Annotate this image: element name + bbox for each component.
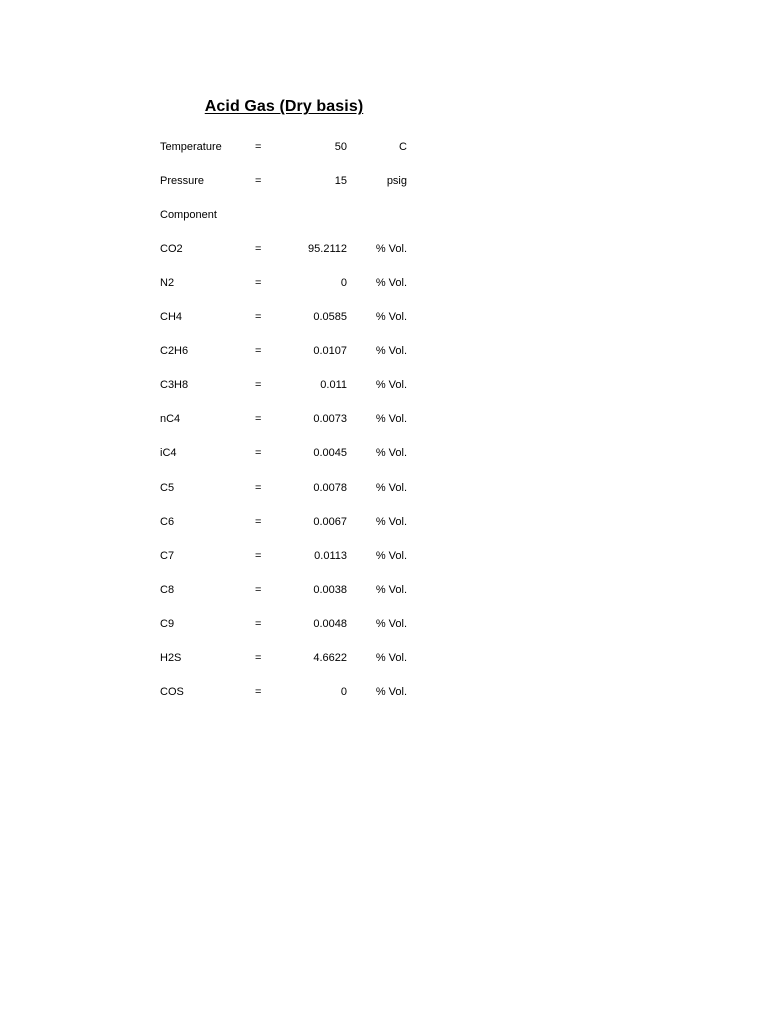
row-value: 15 — [334, 175, 347, 187]
component-unit: % Vol. — [375, 686, 407, 698]
component-name: CO2 — [160, 243, 183, 255]
component-unit: % Vol. — [375, 311, 407, 323]
component-name: C9 — [160, 618, 175, 630]
component-row-c7 — [0, 546, 768, 566]
equals-sign: = — [255, 550, 262, 562]
equals-sign: = — [255, 379, 262, 391]
component-header: Component — [160, 209, 217, 221]
component-row-h2s — [0, 648, 768, 668]
component-name: H2S — [160, 652, 182, 664]
component-name: C8 — [160, 584, 175, 596]
component-value: 0.0048 — [313, 618, 347, 630]
component-row-n2 — [0, 273, 768, 293]
row-unit: psig — [386, 175, 407, 187]
component-name: CH4 — [160, 311, 183, 323]
equals-sign: = — [255, 482, 262, 494]
equals-sign: = — [255, 345, 262, 357]
component-unit: % Vol. — [375, 516, 407, 528]
component-row-c6 — [0, 512, 768, 532]
component-unit: % Vol. — [375, 550, 407, 562]
component-unit: % Vol. — [375, 652, 407, 664]
component-name: C2H6 — [160, 345, 189, 357]
component-unit: % Vol. — [375, 447, 407, 459]
component-value: 0.0585 — [313, 311, 347, 323]
component-unit: % Vol. — [375, 584, 407, 596]
equals-sign: = — [255, 243, 262, 255]
component-unit: % Vol. — [375, 277, 407, 289]
component-value: 0.0113 — [314, 550, 347, 562]
row-unit: C — [399, 141, 407, 153]
component-name: iC4 — [160, 447, 177, 459]
component-value: 0.011 — [320, 379, 347, 391]
component-value: 95.2112 — [308, 243, 347, 255]
component-value: 0.0045 — [313, 447, 347, 459]
component-name: nC4 — [160, 413, 181, 425]
component-row-c9 — [0, 614, 768, 634]
component-row-c3h8 — [0, 375, 768, 395]
row-value: 50 — [334, 141, 347, 153]
equals-sign: = — [255, 141, 262, 153]
equals-sign: = — [255, 175, 262, 187]
component-row-cos — [0, 682, 768, 702]
component-value: 0.0073 — [313, 413, 347, 425]
condition-row-temperature — [0, 137, 768, 157]
component-value: 0.0107 — [313, 345, 347, 357]
component-unit: % Vol. — [375, 482, 407, 494]
equals-sign: = — [255, 277, 262, 289]
equals-sign: = — [255, 652, 262, 664]
component-header-row — [0, 205, 768, 225]
equals-sign: = — [255, 413, 262, 425]
component-name: C5 — [160, 482, 175, 494]
component-value: 0.0067 — [313, 516, 347, 528]
component-row-co2 — [0, 239, 768, 259]
row-label: Pressure — [160, 175, 205, 187]
component-row-ic4 — [0, 443, 768, 463]
equals-sign: = — [255, 447, 262, 459]
component-value: 0.0078 — [313, 482, 347, 494]
component-name: C6 — [160, 516, 175, 528]
equals-sign: = — [255, 584, 262, 596]
component-unit: % Vol. — [375, 618, 407, 630]
component-name: C7 — [160, 550, 175, 562]
component-row-ch4 — [0, 307, 768, 327]
component-name: COS — [160, 686, 184, 698]
component-row-nc4 — [0, 409, 768, 429]
component-value: 0.0038 — [313, 584, 347, 596]
component-name: C3H8 — [160, 379, 189, 391]
page-title: Acid Gas (Dry basis) — [204, 98, 364, 115]
component-row-c8 — [0, 580, 768, 600]
equals-sign: = — [255, 618, 262, 630]
equals-sign: = — [255, 311, 262, 323]
equals-sign: = — [255, 516, 262, 528]
component-name: N2 — [160, 277, 175, 289]
condition-row-pressure — [0, 171, 768, 191]
component-row-c2h6 — [0, 341, 768, 361]
component-unit: % Vol. — [375, 243, 407, 255]
component-row-c5 — [0, 478, 768, 498]
component-value: 0 — [340, 277, 347, 289]
equals-sign: = — [255, 686, 262, 698]
row-label: Temperature — [160, 141, 222, 153]
component-value: 0 — [340, 686, 347, 698]
component-value: 4.6622 — [313, 652, 347, 664]
component-unit: % Vol. — [375, 345, 407, 357]
component-unit: % Vol. — [375, 379, 407, 391]
component-unit: % Vol. — [375, 413, 407, 425]
